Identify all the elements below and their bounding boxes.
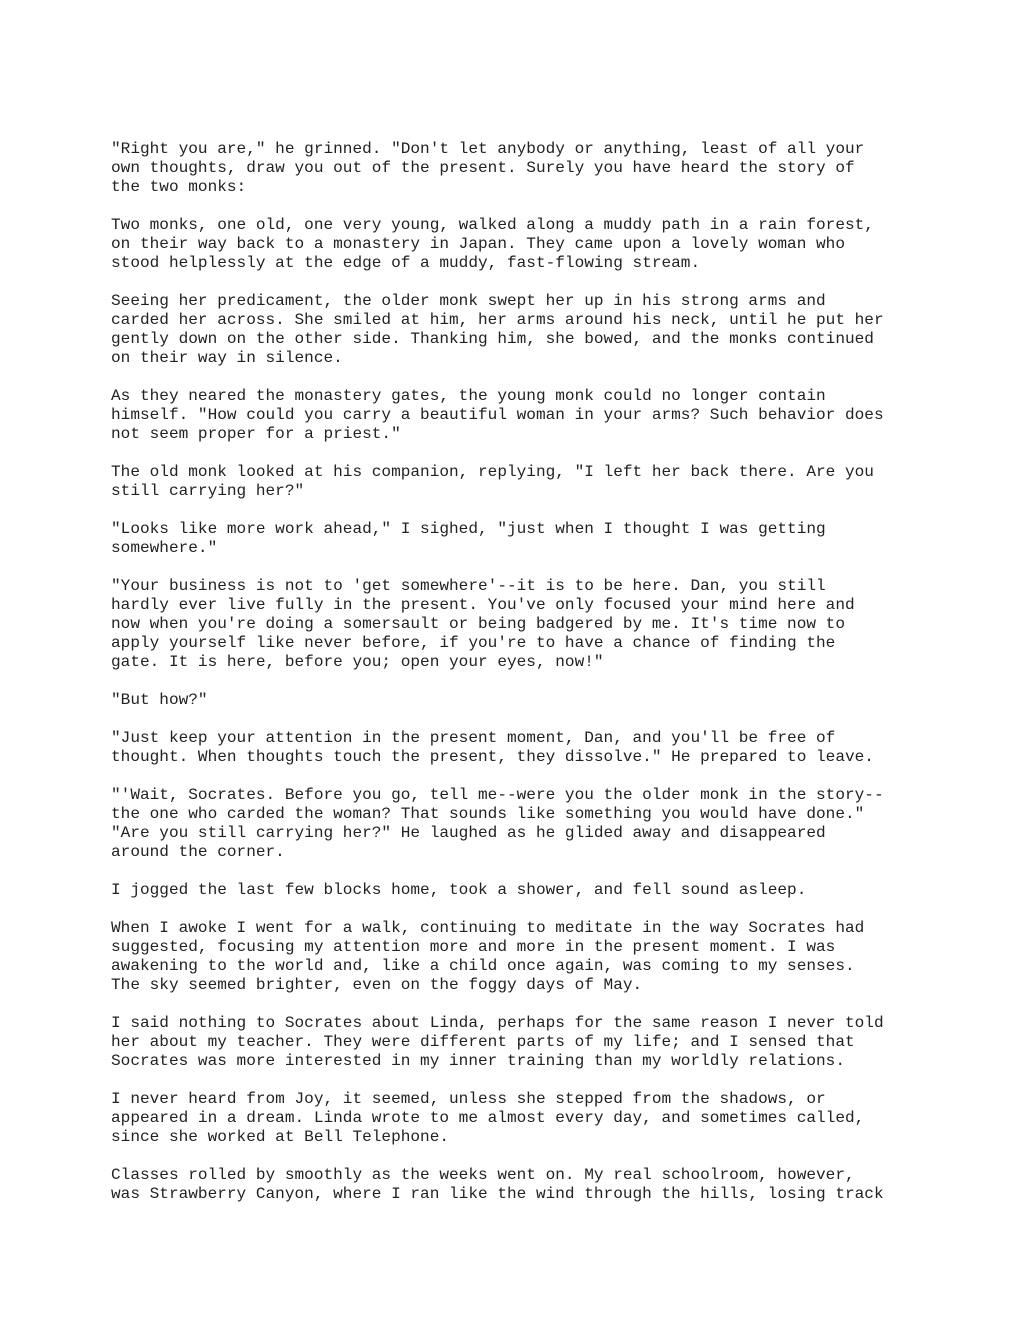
- paragraph: "Looks like more work ahead," I sighed, "just when I thought I was getting somewhere.": [111, 520, 826, 557]
- paragraph: Classes rolled by smoothly as the weeks went on. My real schoolroom, however, was Strawberry Canyon, where I ran like the wind through the hills, losing track: [111, 1166, 884, 1203]
- paragraph: Two monks, one old, one very young, walked along a muddy path in a rain forest, on their way back to a monastery in Japan. They came upon a lovely woman who stood helplessly at the edge of a muddy, fast-flowing stream.: [111, 216, 874, 272]
- paragraph: I never heard from Joy, it seemed, unless she stepped from the shadows, or appeared in a dream. Linda wrote to me almost every day, and sometimes called, since she worked at Bell Telephone.: [111, 1090, 865, 1146]
- paragraph: The old monk looked at his companion, replying, "I left her back there. Are you still carrying her?": [111, 463, 874, 500]
- document-text: [111, 140, 941, 1223]
- paragraph: Seeing her predicament, the older monk swept her up in his strong arms and carded her across. She smiled at him, her arms around his neck, until he put her gently down on the other side. Thanking him, she bowed, and the monks continued on their way in silence.: [111, 292, 884, 367]
- paragraph: I jogged the last few blocks home, took a shower, and fell sound asleep.: [111, 881, 807, 899]
- paragraph: "'Wait, Socrates. Before you go, tell me--were you the older monk in the story-- the one who carded the woman? That sounds like something you would have done." "Are you still carrying her?" He laughed as he glided away and disappeared around the corner.: [111, 786, 884, 861]
- paragraph: "Right you are," he grinned. "Don't let anybody or anything, least of all your own thoughts, draw you out of the present. Surely you have heard the story of the two monks:: [111, 140, 865, 196]
- paragraph: "Your business is not to 'get somewhere'--it is to be here. Dan, you still hardly ever live fully in the present. You've only focused your mind here and now when you're doing a somersault or being badgered by me. It's time now to apply yourself like never before, if you're to have a chance of finding the gate. It is here, before you; open your eyes, now!": [111, 577, 855, 671]
- paragraph: I said nothing to Socrates about Linda, perhaps for the same reason I never told her about my teacher. They were different parts of my life; and I sensed that Socrates was more interested in my inner training than my worldly relations.: [111, 1014, 884, 1070]
- paragraph: As they neared the monastery gates, the young monk could no longer contain himself. "How could you carry a beautiful woman in your arms? Such behavior does not seem proper for a priest.": [111, 387, 884, 443]
- paragraph: When I awoke I went for a walk, continuing to meditate in the way Socrates had suggested, focusing my attention more and more in the present moment. I was awakening to the world and, like a child once again, was coming to my senses. The sky seemed brighter, even on the foggy days of May.: [111, 919, 865, 994]
- paragraph: "Just keep your attention in the present moment, Dan, and you'll be free of thought. When thoughts touch the present, they dissolve." He prepared to leave.: [111, 729, 874, 766]
- paragraph: "But how?": [111, 691, 208, 709]
